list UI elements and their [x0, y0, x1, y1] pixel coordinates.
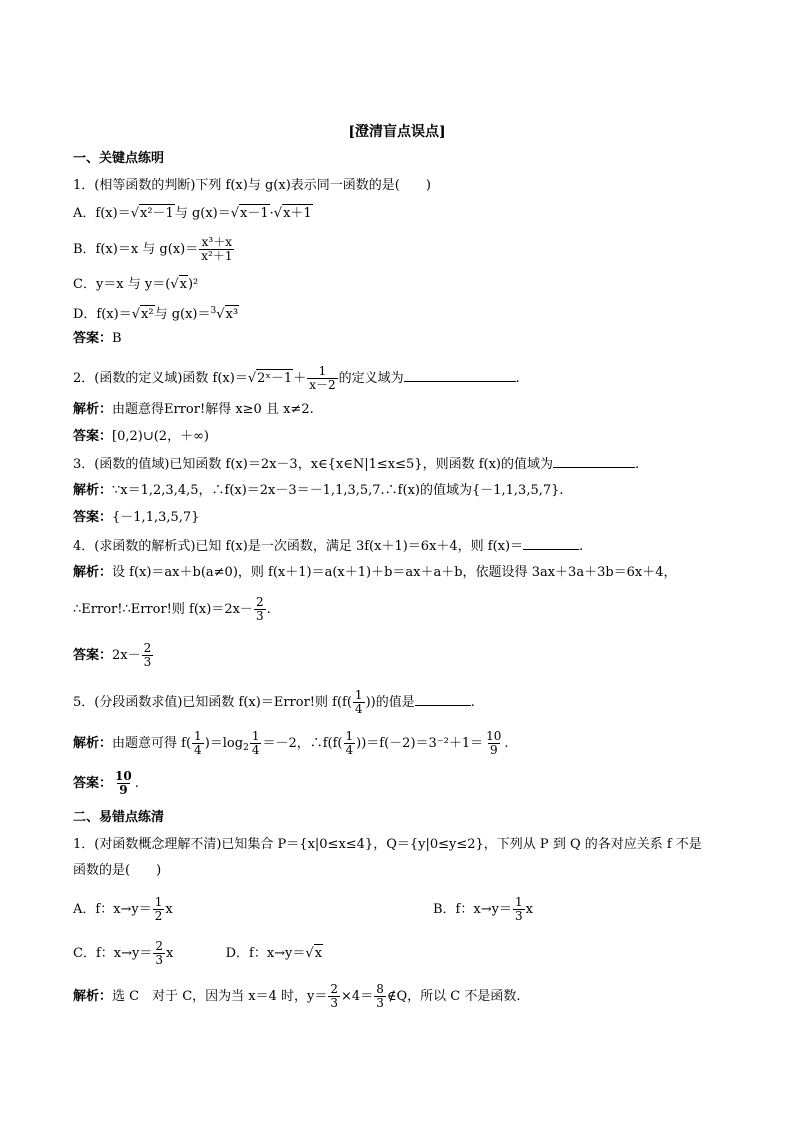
- answer-blank: [523, 537, 579, 550]
- e1-options-ab: [73, 896, 673, 923]
- section-heading-1: 一、关键点练明: [73, 151, 165, 166]
- e1-options-cd: [73, 940, 323, 967]
- q4-answer: 答案：2x－ $\frac{2}{3}$: [73, 641, 152, 669]
- q1-option-d: D．f(x)＝√x²与 g(x)＝$^3$√x³: [73, 306, 239, 322]
- answer-blank: [553, 455, 635, 468]
- answer-blank: [415, 693, 471, 706]
- q5-stem: 5．(分段函数求值)已知函数 f(x)＝Error!则 f(f( $\frac{1}{4}$ ))的值是 .: [73, 688, 475, 716]
- q5-solution: 解析：由题意可得 f( $\frac{1}{4}$ )$=\log_2$ $\frac{1}{4}$ ＝－2，∴f(f( $\frac{1}{4}$ ))＝f(－2)＝3⁻²＋1＝ $\frac{10}{9}$ .: [73, 729, 509, 757]
- e1-stem-cont: 函数的是( ): [73, 863, 162, 878]
- e1-option-a: A．f：x→y＝ $\frac{1}{2}$ x: [73, 895, 173, 923]
- answer-blank: [404, 369, 516, 382]
- q3-solution: 解析：∵x＝1,2,3,4,5，∴f(x)＝2x－3＝－1,1,3,5,7.∴f(x)的值域为{－1,1,3,5,7}.: [73, 483, 564, 498]
- q4-solution-cont: ∴Error!∴Error!则 f(x)＝2x－ $\frac{2}{3}$ .: [73, 595, 271, 623]
- q4-solution: 解析：设 f(x)＝ax＋b(a≠0)，则 f(x＋1)＝a(x＋1)＋b＝ax＋a＋b，依题设得 3ax＋3a＋3b＝6x＋4，: [73, 565, 677, 580]
- q3-stem: 3．(函数的值域)已知函数 f(x)＝2x－3，x∈{x∈N|1≤x≤5}，则函数 f(x)的值域为 .: [73, 457, 640, 472]
- q2-stem: 2．(函数的定义域)函数 f(x)＝√2ˣ－1＋ $\frac{1}{x-2}$ 的定义域为 .: [73, 364, 520, 392]
- q2-solution: 解析：由题意得Error!解得 x≥0 且 x≠2.: [73, 402, 314, 417]
- e1-option-d: D．f：x→y＝√x: [225, 946, 323, 961]
- fraction: $\frac{\text{x³＋x}}{\text{x²＋1}}$: [201, 235, 233, 263]
- page-title: [澄清盲点误点]: [348, 124, 446, 140]
- q1-option-a: A．f(x)＝√x²－1与 g(x)＝√x－1·√x＋1: [73, 206, 312, 221]
- sqrt-symbol: √x²－1: [130, 206, 174, 221]
- q1-stem: 1．(相等函数的判断)下列 f(x)与 g(x)表示同一函数的是( ): [73, 178, 431, 193]
- q1-option-b: B．f(x)＝x 与 g(x)＝ $\frac{\text{x³＋x}}{\text{x²＋1}}$: [73, 235, 233, 263]
- e1-option-c: C．f：x→y＝ $\frac{2}{3}$ x: [73, 939, 174, 967]
- q1-option-c: C．y＝x 与 y＝(√x)²: [73, 277, 199, 292]
- e1-option-b: B．f：x→y＝ $\frac{1}{3}$ x: [433, 895, 533, 923]
- q2-answer: 答案：[0,2)∪(2，＋∞): [73, 429, 209, 444]
- q4-stem: 4．(求函数的解析式)已知 f(x)是一次函数，满足 3f(x＋1)＝6x＋4，则 f(x)＝ .: [73, 539, 584, 554]
- e1-solution: 解析：选 C 对于 C，因为当 x＝4 时，y＝ $\frac{2}{3}$ ×4＝ $\frac{8}{3}$ ∉Q，所以 C 不是函数.: [73, 982, 521, 1010]
- q1-answer: 答案：B: [73, 331, 122, 346]
- section-heading-2: 二、易错点练清: [73, 810, 165, 825]
- e1-stem: 1．(对函数概念理解不清)已知集合 P＝{x|0≤x≤4}，Q＝{y|0≤y≤2}，下列从 P 到 Q 的各对应关系 f 不是: [73, 837, 702, 852]
- q3-answer: 答案：{－1,1,3,5,7}: [73, 510, 200, 525]
- q5-answer: 答案： $\frac{10}{9}$ .: [73, 769, 139, 797]
